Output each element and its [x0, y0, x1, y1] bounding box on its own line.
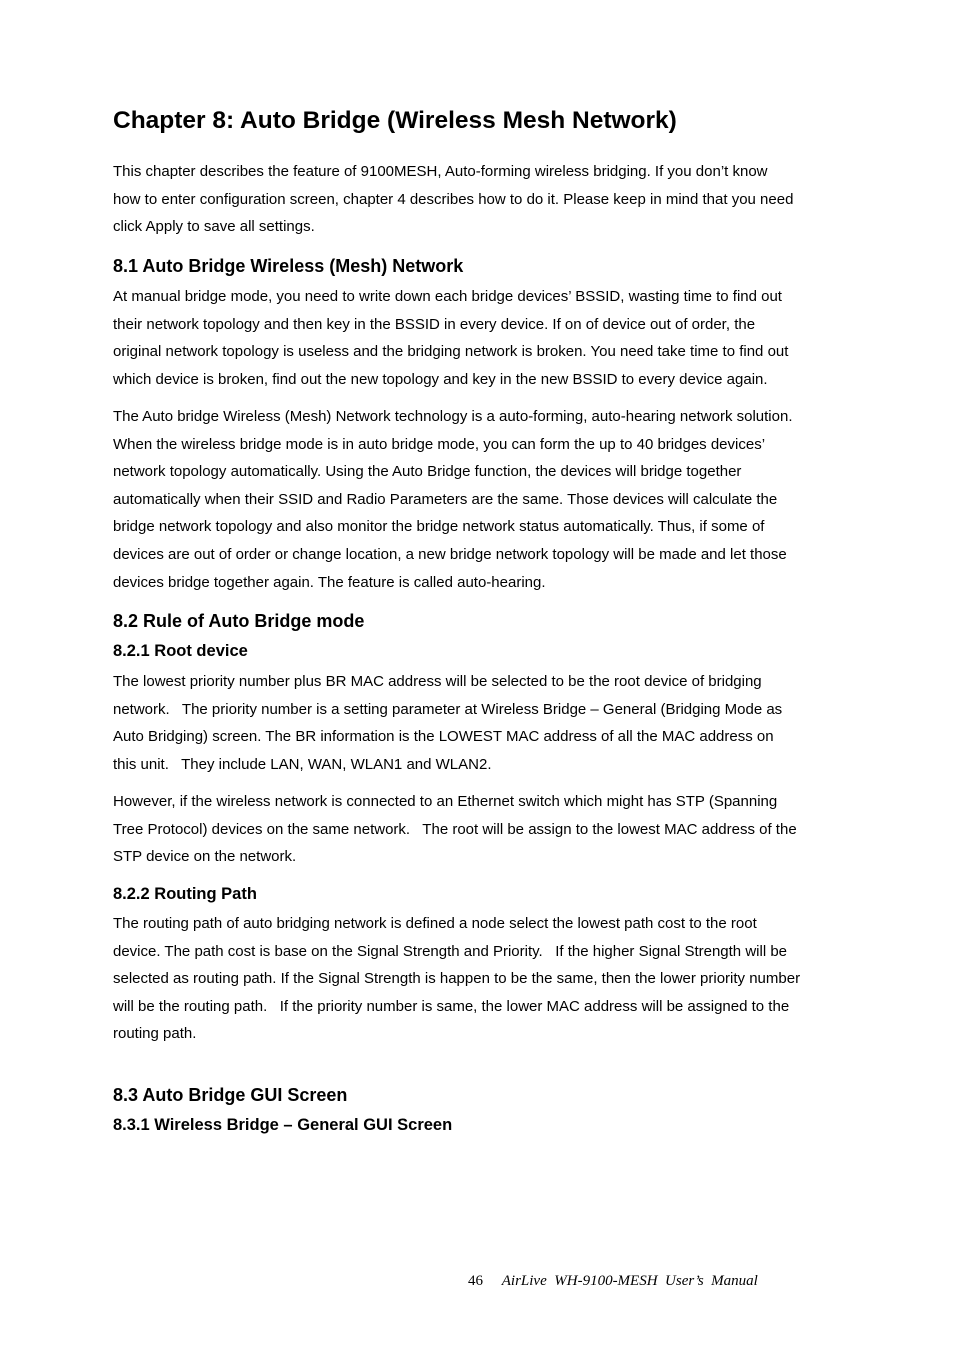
- text-line: STP device on the network.: [113, 848, 297, 866]
- intro-paragraph: [113, 158, 843, 241]
- text-line: click Apply to save all settings.: [113, 218, 315, 236]
- text-line: will be the routing path. If the priority number is same, the lower MAC address will be assigned to the: [113, 997, 790, 1015]
- text-line: The routing path of auto bridging network is defined a node select the lowest path cost to the root: [113, 915, 757, 932]
- page-footer: [468, 1273, 758, 1290]
- section-heading-8-1: 8.1 Auto Bridge Wireless (Mesh) Network: [113, 256, 464, 276]
- text-line: routing path.: [113, 1025, 197, 1043]
- text-line: Tree Protocol) devices on the same network. The root will be assign to the lowest MAC address of the: [113, 820, 797, 838]
- subsection-heading-8-3-1: 8.3.1 Wireless Bridge – General GUI Screen: [113, 1116, 453, 1134]
- text-line: device. The path cost is base on the Signal Strength and Priority. If the higher Signal Strength will be: [113, 942, 788, 960]
- section-heading-8-2: 8.2 Rule of Auto Bridge mode: [113, 611, 365, 631]
- text-line: At manual bridge mode, you need to write down each bridge devices’ BSSID, wasting time to find out: [113, 288, 782, 305]
- text-line: their network topology and then key in the BSSID in every device. If on of device out of order, the: [113, 315, 756, 333]
- text-line: network topology automatically. Using the Auto Bridge function, the devices will bridge together: [113, 463, 742, 481]
- section-8-1-paragraph-2: [113, 403, 843, 596]
- subsection-heading-8-2-1: 8.2.1 Root device: [113, 642, 248, 660]
- section-8-2-1-paragraph-1: [113, 668, 843, 778]
- text-line: devices are out of order or change location, a new bridge network topology will be made and let those: [113, 545, 787, 563]
- section-heading-8-3: 8.3 Auto Bridge GUI Screen: [113, 1085, 348, 1105]
- section-8-2-2-paragraph-1: [113, 910, 843, 1048]
- text-line: which device is broken, find out the new topology and key in the new BSSID to every device again.: [113, 370, 768, 388]
- section-8-1-paragraph-1: [113, 283, 843, 393]
- text-line: The lowest priority number plus BR MAC address will be selected to be the root device of bridging: [113, 673, 762, 690]
- manual-title: AirLive WH-9100-MESH User’s Manual: [501, 1273, 758, 1289]
- section-8-2-1-paragraph-2: [113, 788, 843, 871]
- text-line: This chapter describes the feature of 9100MESH, Auto-forming wireless bridging. If you don’t know: [113, 163, 768, 180]
- subsection-heading-8-2-2: 8.2.2 Routing Path: [113, 885, 257, 903]
- text-line: automatically when their SSID and Radio Parameters are the same. Those devices will calculate the: [113, 490, 778, 508]
- text-line: bridge network topology and also monitor the bridge network status automatically. Thus, if some of: [113, 518, 765, 536]
- text-line: selected as routing path. If the Signal Strength is happen to be the same, then the lower priority number: [113, 970, 801, 988]
- text-line: Auto Bridging) screen. The BR information is the LOWEST MAC address of all the MAC address on: [113, 728, 774, 746]
- page-number: 46: [468, 1273, 483, 1289]
- text-line: this unit. They include LAN, WAN, WLAN1 and WLAN2.: [113, 755, 492, 773]
- text-line: When the wireless bridge mode is in auto bridge mode, you can form the up to 40 bridges devices’: [113, 435, 766, 453]
- chapter-title: Chapter 8: Auto Bridge (Wireless Mesh Network): [113, 107, 677, 134]
- text-line: original network topology is useless and the bridging network is broken. You need take time to find out: [113, 343, 789, 361]
- text-line: how to enter configuration screen, chapter 4 describes how to do it. Please keep in mind that you need: [113, 190, 794, 208]
- text-line: devices bridge together again. The feature is called auto-hearing.: [113, 573, 546, 591]
- text-line: However, if the wireless network is connected to an Ethernet switch which might has STP (Spanning: [113, 793, 778, 810]
- text-line: network. The priority number is a setting parameter at Wireless Bridge – General (Bridging Mode as: [113, 700, 783, 718]
- text-line: The Auto bridge Wireless (Mesh) Network technology is a auto-forming, auto-hearing network solution.: [113, 408, 793, 425]
